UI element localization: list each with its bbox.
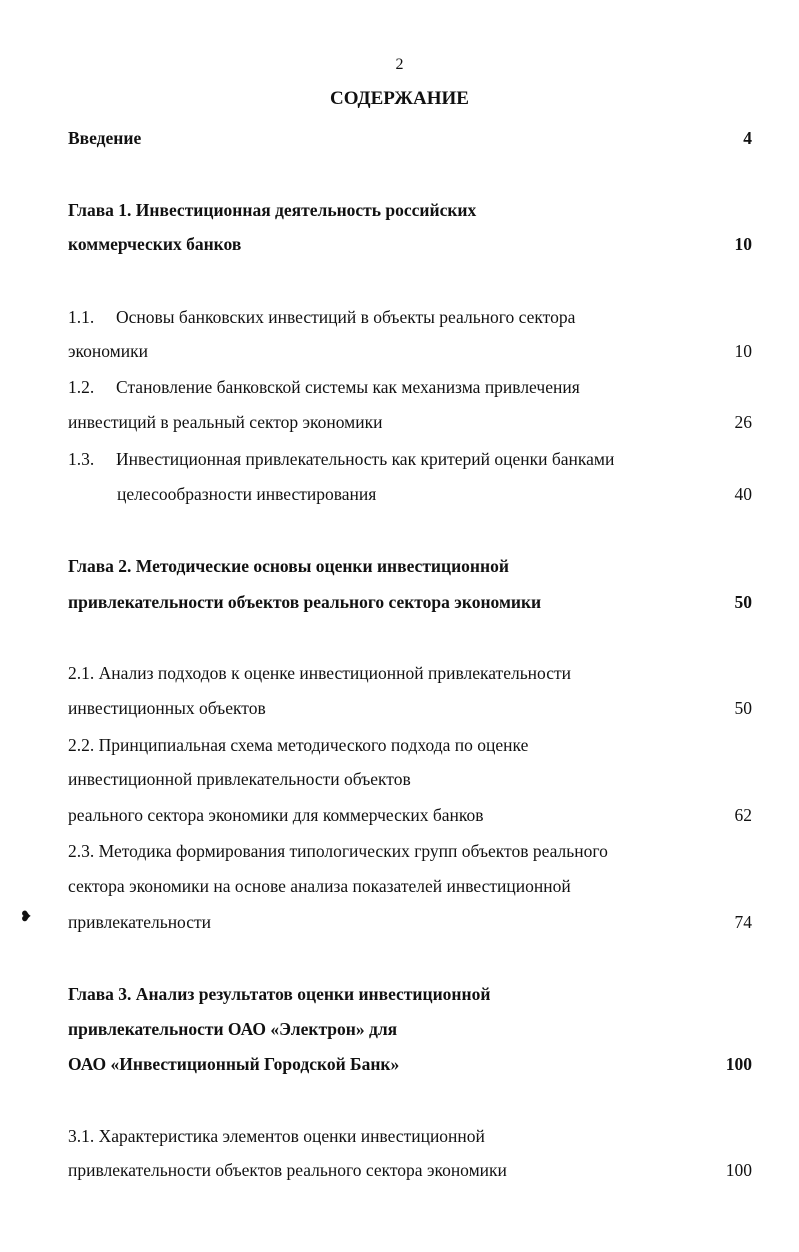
toc-page-number: 100 xyxy=(725,1160,752,1180)
toc-entry-text: привлекательности xyxy=(68,912,212,932)
toc-page-number: 4 xyxy=(743,128,752,148)
toc-section-1-1 xyxy=(68,302,758,332)
page-title: СОДЕРЖАНИЕ xyxy=(330,88,469,109)
toc-entry-text: 3.1. Характеристика элементов оценки инвестиционной xyxy=(68,1126,485,1146)
toc-entry-text: экономики xyxy=(68,341,148,361)
toc-section-2-1-cont xyxy=(68,693,758,723)
toc-entry-text: ОАО «Инвестиционный Городской Банк» xyxy=(68,1054,400,1074)
toc-chapter-3-line-3 xyxy=(68,1049,758,1079)
toc-entry-text: привлекательности объектов реального сектора экономики xyxy=(68,1160,507,1180)
toc-entry-text: Введение xyxy=(68,128,142,148)
toc-entry-text: 2.3. Методика формирования типологических групп объектов реального xyxy=(68,841,608,861)
toc-chapter-1-line-1 xyxy=(68,195,758,225)
toc-page-number: 74 xyxy=(734,912,752,932)
toc-entry-text: целесообразности инвестирования xyxy=(117,484,377,504)
toc-entry-text: инвестиционной привлекательности объектов xyxy=(68,769,411,789)
toc-section-1-3 xyxy=(68,444,758,474)
toc-entry-text: 2.1. Анализ подходов к оценке инвестиционной привлекательности xyxy=(68,663,572,683)
toc-section-1-2 xyxy=(68,372,758,402)
section-number: 1.3. xyxy=(68,449,95,469)
toc-entry-text: Инвестиционная привлекательность как критерий оценки банками xyxy=(116,449,615,469)
toc-entry-text: Глава 2. Методические основы оценки инвестиционной xyxy=(68,556,509,576)
toc-entry-text: Основы банковских инвестиций в объекты реального сектора xyxy=(116,307,576,327)
toc-section-2-1 xyxy=(68,658,758,688)
page-number: 2 xyxy=(395,56,404,73)
toc-entry-text: инвестиций в реальный сектор экономики xyxy=(68,412,383,432)
toc-entry-text: 2.2. Принципиальная схема методического подхода по оценке xyxy=(68,735,529,755)
toc-entry-text: реального сектора экономики для коммерческих банков xyxy=(68,805,484,825)
toc-entry-text: Глава 1. Инвестиционная деятельность российских xyxy=(68,200,477,220)
toc-page-number: 10 xyxy=(734,341,752,361)
section-number: 1.2. xyxy=(68,377,95,397)
toc-section-2-3-cont-2 xyxy=(68,907,758,937)
toc-section-2-2-cont-2 xyxy=(68,800,758,830)
toc-entry-text: инвестиционных объектов xyxy=(68,698,266,718)
toc-page-number: 50 xyxy=(734,698,752,718)
toc-page-number: 100 xyxy=(725,1054,752,1074)
toc-chapter-1-line-2 xyxy=(68,229,758,259)
toc-section-2-2 xyxy=(68,730,758,760)
margin-mark-icon: ❥ xyxy=(20,910,32,925)
toc-page-number: 10 xyxy=(734,234,752,254)
toc-chapter-3-line-2 xyxy=(68,1014,758,1044)
toc-section-1-1-cont xyxy=(68,336,758,366)
section-number: 1.1. xyxy=(68,307,95,327)
toc-chapter-3-line-1 xyxy=(68,979,758,1009)
toc-entry-text: привлекательности ОАО «Электрон» для xyxy=(68,1019,398,1039)
toc-page-number: 26 xyxy=(734,412,752,432)
toc-chapter-2-line-2 xyxy=(68,587,758,617)
toc-section-1-2-cont xyxy=(68,407,758,437)
toc-entry-text: сектора экономики на основе анализа показателей инвестиционной xyxy=(68,876,571,896)
toc-section-3-1 xyxy=(68,1121,758,1151)
toc-section-2-3 xyxy=(68,836,758,866)
toc-section-1-3-cont xyxy=(117,479,758,509)
toc-entry-text: Становление банковской системы как механизма привлечения xyxy=(116,377,580,397)
toc-entry-text: коммерческих банков xyxy=(68,234,242,254)
toc-page-number: 50 xyxy=(734,592,752,612)
toc-page-number: 62 xyxy=(734,805,752,825)
toc-entry-introduction xyxy=(68,123,758,153)
toc-entry-text: привлекательности объектов реального сектора экономики xyxy=(68,592,542,612)
toc-section-2-3-cont-1 xyxy=(68,871,758,901)
toc-chapter-2-line-1 xyxy=(68,551,758,581)
toc-page-number: 40 xyxy=(734,484,752,504)
toc-section-3-1-cont xyxy=(68,1155,758,1185)
toc-section-2-2-cont-1 xyxy=(68,764,758,794)
toc-entry-text: Глава 3. Анализ результатов оценки инвестиционной xyxy=(68,984,491,1004)
